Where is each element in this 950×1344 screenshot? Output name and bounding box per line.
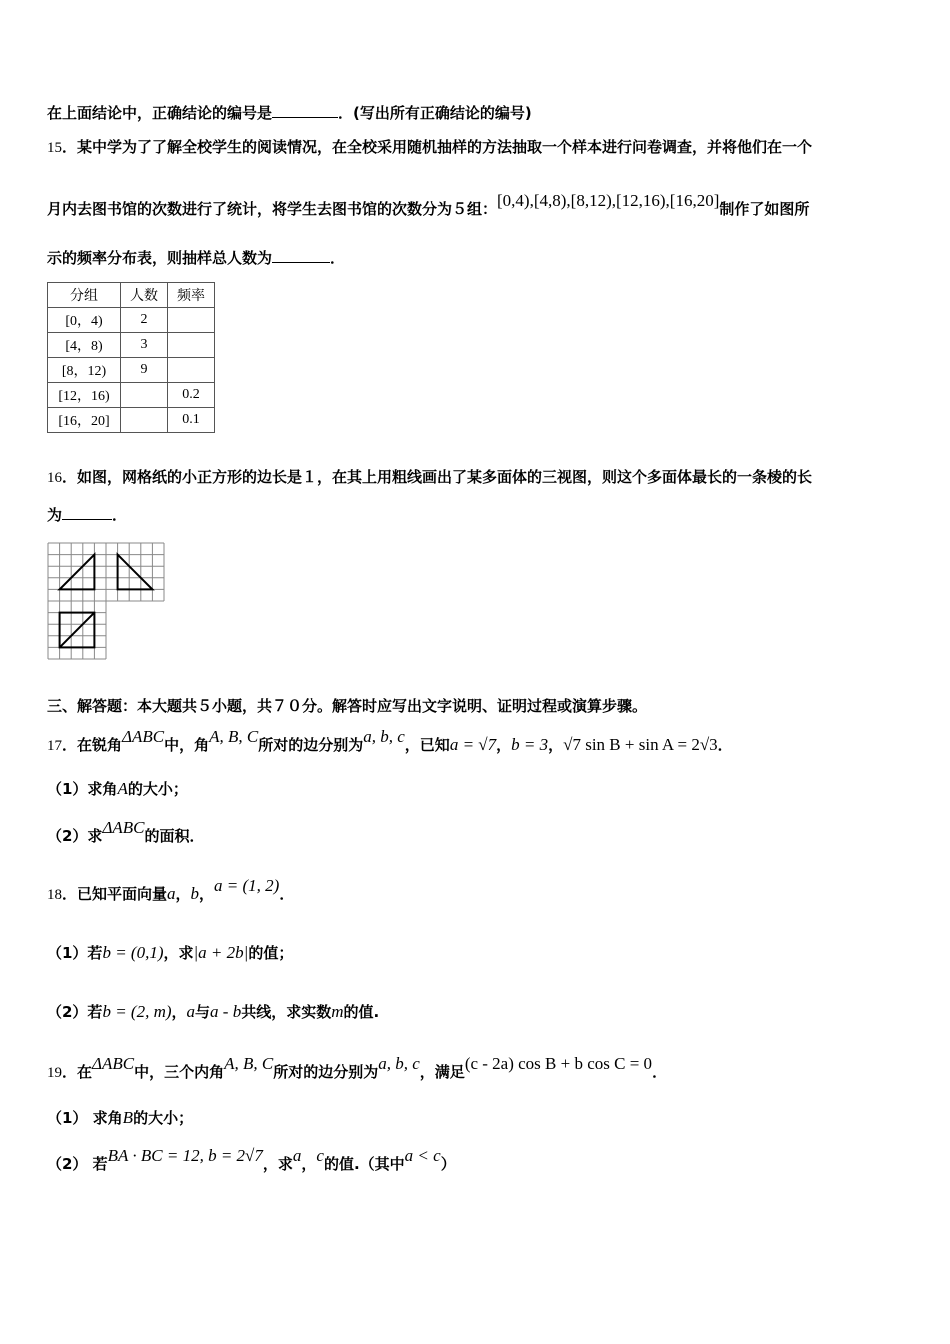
- frequency-table: [47, 282, 215, 433]
- q18-sub2-a: a: [186, 1002, 196, 1021]
- q17-sep: ，: [548, 736, 564, 754]
- q17-triangle: ΔABC: [122, 727, 165, 746]
- top-line: [47, 103, 532, 123]
- q15-text2a: 月内去图书馆的次数进行了统计，将学生去图书馆的次数分为５组：: [47, 200, 498, 218]
- q19-sub2-sep: ，: [301, 1155, 317, 1173]
- q17-sep: ，: [496, 736, 512, 754]
- top-line-text: 在上面结论中，正确结论的编号是: [47, 104, 273, 122]
- q19-line1: [47, 1054, 668, 1083]
- table-row: [48, 308, 215, 333]
- q19-end: ．: [652, 1063, 668, 1081]
- table-cell: [168, 358, 215, 383]
- section3-title: 三、解答题：本大题共５小题，共７０分。解答时应写出文字说明、证明过程或演算步骤。: [47, 697, 648, 715]
- q18-sub1-text: （1）若: [47, 944, 103, 962]
- q18-sub2-cond: b = (2, m): [102, 1002, 172, 1021]
- q17-cond-a: a = √7: [449, 735, 497, 754]
- q19-sub1-var: B: [122, 1108, 134, 1127]
- answer-blank: [272, 103, 338, 118]
- q19-angles: A, B, C: [224, 1054, 274, 1073]
- q18-text: ．已知平面向量: [62, 885, 168, 903]
- q18-sub1-expr: |a + 2b|: [193, 943, 249, 962]
- table-cell: [121, 383, 168, 408]
- table-cell: [168, 308, 215, 333]
- q15-line1: [47, 137, 812, 158]
- q17-sub2-text: （2）求: [47, 827, 103, 845]
- q16-text2-tail: ．: [112, 506, 128, 524]
- q18-sep: ，: [175, 885, 191, 903]
- q15-groups: [0,4),[4,8),[8,12),[12,16),[16,20]: [497, 191, 720, 210]
- table-header: 人数: [121, 283, 168, 308]
- q17-sub1: [47, 779, 188, 799]
- q19-sub2-ineq: a < c: [404, 1146, 441, 1165]
- table-cell: [168, 333, 215, 358]
- table-cell: 0.1: [168, 408, 215, 433]
- q19-sub2-a: a: [292, 1146, 302, 1165]
- q17-sub1-var: A: [117, 779, 128, 798]
- q18-sub2-text: （2）若: [47, 1003, 103, 1021]
- q18-sub2-and: 与: [195, 1003, 211, 1021]
- q17-sub1-text: （1）求角: [47, 780, 118, 798]
- table-cell: 9: [121, 358, 168, 383]
- q17-cond-equation: √7 sin B + sin A = 2√3: [563, 735, 718, 754]
- table-cell: [12，16): [48, 383, 121, 408]
- q17-sub2-tail: 的面积．: [144, 827, 205, 845]
- q18-vector-a: a: [167, 884, 176, 903]
- q16-text2: 为: [47, 506, 63, 524]
- q17-sides: a, b, c: [363, 727, 405, 746]
- q18-sub2-mid2: 共线，求实数: [241, 1003, 332, 1021]
- table-header-row: [48, 283, 215, 308]
- q18-sub2-tail: 的值.: [343, 1003, 380, 1021]
- q19-sub2-close: ）: [440, 1155, 456, 1173]
- three-view-figure: [47, 542, 167, 662]
- table-header: 分组: [48, 283, 121, 308]
- q19-sub2-c: c: [316, 1146, 324, 1165]
- q15-number: 15: [47, 140, 62, 156]
- q18-sub2-mid: ，: [171, 1003, 187, 1021]
- q15-line3: [47, 248, 345, 268]
- q15-text3: 示的频率分布表，则抽样总人数为: [47, 249, 273, 267]
- table-cell: [121, 408, 168, 433]
- q19-sides: a, b, c: [378, 1054, 420, 1073]
- table-cell: 0.2: [168, 383, 215, 408]
- q17-angles: A, B, C: [209, 727, 259, 746]
- q19-text: 中，三个内角: [134, 1063, 225, 1081]
- q17-text: ，已知: [404, 736, 450, 754]
- q19-sub1-text: （1） 求角: [47, 1109, 123, 1127]
- q17-sub2-triangle: ΔABC: [102, 818, 145, 837]
- table-cell: [8，12): [48, 358, 121, 383]
- q17-number: 17: [47, 738, 62, 754]
- q15-line2: [47, 191, 810, 219]
- q18-line1: [47, 876, 295, 905]
- q15-text3-tail: ．: [330, 249, 346, 267]
- q18-number: 18: [47, 887, 62, 903]
- q18-sub1-cond: b = (0,1): [102, 943, 164, 962]
- q16-number: 16: [47, 470, 62, 486]
- q18-cond: a = (1, 2): [214, 876, 280, 895]
- q18-vector-b: b: [190, 884, 200, 903]
- q19-sub1: [47, 1108, 193, 1128]
- front-view-triangle: [60, 555, 95, 590]
- q19-text: ．在: [62, 1063, 93, 1081]
- q18-sub1-mid: ，求: [163, 944, 194, 962]
- q17-cond-b: b = 3: [511, 735, 549, 754]
- top-view-diagonal: [60, 613, 95, 648]
- top-line-tail: ．(写出所有正确结论的编号): [338, 104, 532, 122]
- q18-sub1-tail: 的值；: [248, 944, 294, 962]
- q18-sub2: [47, 1002, 379, 1022]
- table-row: [48, 383, 215, 408]
- q18-sub2-expr: a - b: [210, 1002, 242, 1021]
- q18-sub1: [47, 943, 293, 963]
- q17-text: 所对的边分别为: [258, 736, 364, 754]
- q19-text: 所对的边分别为: [273, 1063, 379, 1081]
- table-row: [48, 408, 215, 433]
- q19-triangle: ΔABC: [92, 1054, 135, 1073]
- q15-text1: ．某中学为了了解全校学生的阅读情况，在全校采用随机抽样的方法抽取一个样本进行问卷调查，并将他们在一个: [62, 138, 813, 156]
- q15-text2b: 制作了如图所: [719, 200, 810, 218]
- q15-blank: [272, 248, 330, 263]
- q19-sub2: [47, 1146, 456, 1174]
- table-row: [48, 358, 215, 383]
- table-cell: [0，4): [48, 308, 121, 333]
- q19-sub2-text: （2） 若: [47, 1155, 108, 1173]
- q16-line2: [47, 505, 127, 525]
- q17-text: ．在锐角: [62, 736, 123, 754]
- q19-sub1-tail: 的大小；: [133, 1109, 194, 1127]
- q17-text: 中，角: [164, 736, 210, 754]
- table-cell: 2: [121, 308, 168, 333]
- q18-end: ．: [279, 885, 295, 903]
- side-view-triangle: [118, 555, 153, 590]
- q18-sub2-m: m: [331, 1002, 344, 1021]
- q17-end: ．: [717, 736, 733, 754]
- q19-cond: (c - 2a) cos B + b cos C = 0: [464, 1054, 653, 1073]
- q16-blank: [62, 505, 112, 520]
- table-cell: 3: [121, 333, 168, 358]
- q17-sub2: [47, 818, 205, 846]
- q19-sub2-mid: ，求: [262, 1155, 293, 1173]
- table-cell: [16，20]: [48, 408, 121, 433]
- table-cell: [4，8): [48, 333, 121, 358]
- q16-line1: [47, 467, 812, 488]
- q19-sub2-cond: BA · BC = 12, b = 2√7: [107, 1146, 263, 1165]
- q17-line1: [47, 727, 733, 756]
- table-header: 频率: [168, 283, 215, 308]
- q19-number: 19: [47, 1065, 62, 1081]
- q18-sep: ，: [199, 885, 215, 903]
- table-row: [48, 333, 215, 358]
- q16-text1: ．如图，网格纸的小正方形的边长是１，在其上用粗线画出了某多面体的三视图，则这个多面体最长的一条棱的长: [62, 468, 813, 486]
- q19-text: ，满足: [419, 1063, 465, 1081]
- q17-sub1-tail: 的大小；: [127, 780, 188, 798]
- q19-sub2-tail: 的值.（其中: [323, 1155, 405, 1173]
